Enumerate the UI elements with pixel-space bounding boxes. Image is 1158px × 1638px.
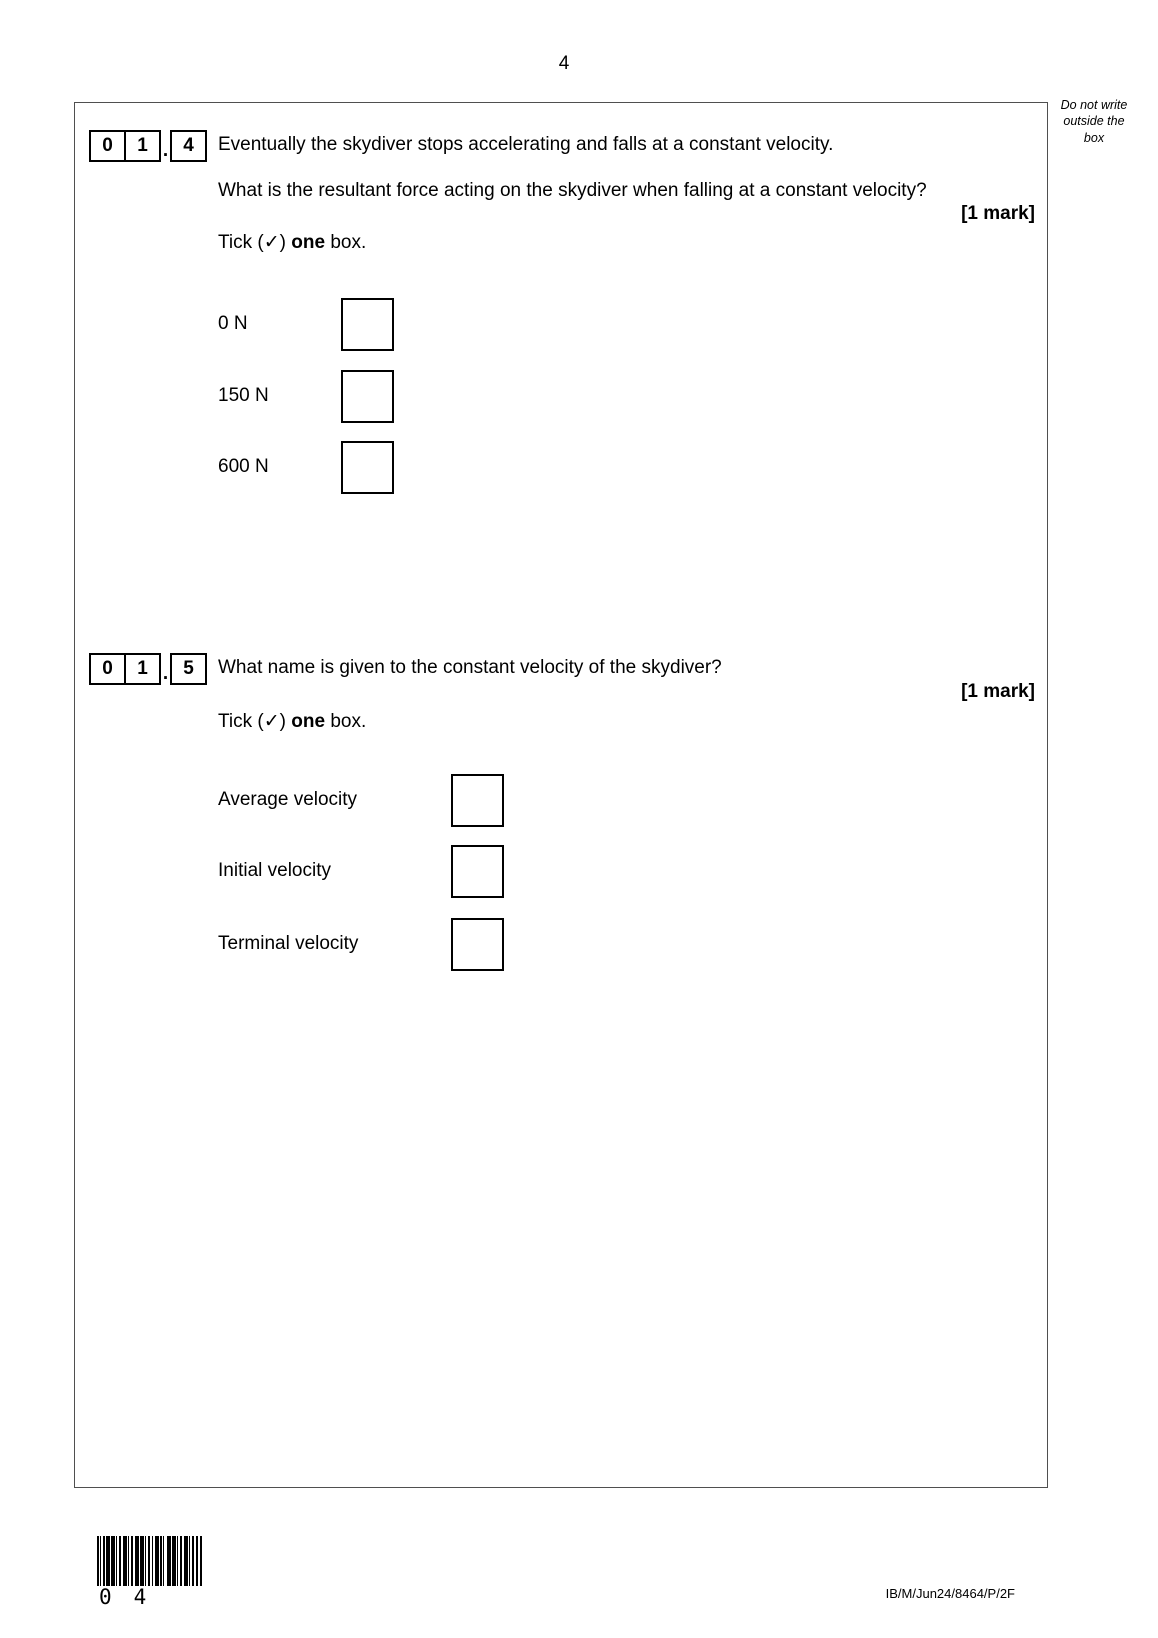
option-checkbox[interactable]	[341, 370, 394, 423]
do-not-write-note	[1050, 97, 1138, 146]
barcode	[97, 1536, 203, 1591]
option-checkbox[interactable]	[451, 774, 504, 827]
question-number-digit: 1	[126, 130, 161, 162]
option-row	[218, 772, 504, 828]
question-number-digit: 0	[89, 653, 126, 685]
option-label: 600 N	[218, 456, 269, 477]
option-row	[218, 843, 504, 899]
paper-reference: IB/M/Jun24/8464/P/2F	[885, 1586, 1015, 1601]
question-number-digit: 4	[170, 130, 207, 162]
option-label: Initial velocity	[218, 860, 331, 881]
do-not-write-note-line: Do not write	[1060, 98, 1128, 112]
tick-instruction-text: )	[279, 711, 292, 732]
question-number-digit: 5	[170, 653, 207, 685]
question-number-digit: 0	[89, 130, 126, 162]
question-number-digit: 1	[126, 653, 161, 685]
question-number-separator: .	[162, 140, 169, 161]
checkmark-icon: ✓	[263, 711, 280, 732]
tick-instruction	[218, 231, 366, 254]
marks-label: [1 mark]	[961, 203, 1035, 224]
tick-instruction	[218, 710, 366, 733]
option-label: 150 N	[218, 385, 269, 406]
question-number-separator: .	[162, 663, 169, 684]
option-row	[218, 439, 394, 495]
option-checkbox[interactable]	[451, 845, 504, 898]
option-row	[218, 368, 394, 424]
tick-instruction-text: box.	[325, 711, 367, 732]
option-label: 0 N	[218, 313, 248, 334]
tick-instruction-text: )	[279, 232, 292, 253]
option-label: Average velocity	[218, 789, 358, 810]
tick-instruction-text: Tick (	[218, 232, 264, 253]
question-number-01-4	[89, 130, 207, 162]
option-checkbox[interactable]	[451, 918, 504, 971]
question-prompt-text: What is the resultant force acting on the skydiver when falling at a constant velocity?	[218, 180, 927, 201]
question-number-01-5	[89, 653, 207, 685]
question-intro-text: Eventually the skydiver stops accelerating and falls at a constant velocity.	[218, 134, 834, 155]
option-checkbox[interactable]	[341, 441, 394, 494]
marks-label: [1 mark]	[961, 681, 1035, 702]
option-row	[218, 296, 394, 352]
tick-instruction-bold: one	[291, 711, 326, 732]
page-number: 4	[558, 53, 570, 74]
do-not-write-note-line: outside the	[1063, 114, 1125, 129]
checkmark-icon: ✓	[263, 232, 280, 253]
barcode-digits: 04	[99, 1585, 169, 1609]
option-checkbox[interactable]	[341, 298, 394, 351]
option-label: Terminal velocity	[218, 933, 359, 954]
question-prompt-text: What name is given to the constant velocity of the skydiver?	[218, 657, 722, 678]
tick-instruction-text: box.	[325, 232, 367, 253]
barcode-image	[97, 1536, 203, 1586]
do-not-write-note-line: box	[1083, 130, 1105, 145]
tick-instruction-bold: one	[291, 232, 326, 253]
option-row	[218, 916, 504, 972]
answer-area-box	[74, 102, 1048, 1488]
tick-instruction-text: Tick (	[218, 711, 264, 732]
